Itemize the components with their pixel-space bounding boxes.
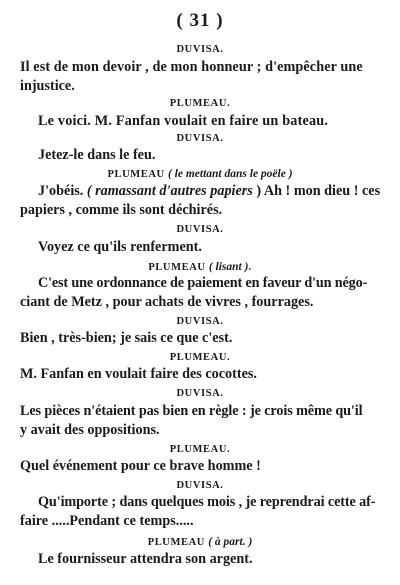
speaker-name: PLUMEAU. <box>169 352 231 363</box>
speaker-punctuation: . <box>248 262 252 273</box>
speaker-with-direction <box>0 168 400 180</box>
dialogue-line: injustice. <box>20 78 75 94</box>
speaker-name: DUVISA. <box>176 44 224 55</box>
dialogue-line: C'est une ordonnance de paiement en faveur d'un négo- <box>38 275 368 291</box>
speaker-with-direction <box>0 536 400 548</box>
speaker-name: PLUMEAU <box>147 537 205 548</box>
dialogue-text: J'obéis. <box>38 183 87 199</box>
dialogue-line: ciant de Metz , pour achats de vivres , fourrages. <box>20 294 314 310</box>
dialogue-line: Il est de mon devoir , de mon honneur ; d'empêcher une <box>20 59 363 75</box>
speaker-name: DUVISA. <box>176 388 224 399</box>
dialogue-text: ) Ah ! mon dieu ! ces <box>252 183 381 199</box>
dialogue-line: Le voici. M. Fanfan voulait en faire un bateau. <box>38 113 329 129</box>
speaker-name: DUVISA. <box>176 224 224 235</box>
dialogue-line: M. Fanfan en voulait faire des cocottes. <box>20 366 257 382</box>
stage-direction: ( le mettant dans le poële ) <box>167 168 293 180</box>
stage-direction: ( à part. ) <box>208 536 253 548</box>
dialogue-line: Qu'importe ; dans quelques mois , je reprendrai cette af- <box>38 494 376 510</box>
speaker-name: DUVISA. <box>176 316 224 327</box>
dialogue-line: Voyez ce qu'ils renferment. <box>38 239 202 255</box>
speaker-name: DUVISA. <box>176 133 224 144</box>
speaker-name: PLUMEAU. <box>169 98 231 109</box>
stage-direction: ( ramassant d'autres papiers <box>86 183 253 199</box>
speaker-name: PLUMEAU <box>148 262 206 273</box>
dialogue-line: Les pièces n'étaient pas bien en règle : je crois même qu'il <box>20 403 363 419</box>
speaker-name: PLUMEAU. <box>169 444 231 455</box>
dialogue-line <box>38 184 380 198</box>
dialogue-line: Quel événement pour ce brave homme ! <box>20 458 261 474</box>
speaker-name: DUVISA. <box>176 480 224 491</box>
speaker-with-direction <box>0 261 400 273</box>
page-number: ( 31 ) <box>176 10 224 31</box>
dialogue-line: Jetez-le dans le feu. <box>38 147 156 163</box>
dialogue-line: y avait des oppositions. <box>20 422 160 438</box>
speaker-name: PLUMEAU <box>107 169 165 180</box>
stage-direction: ( lisant ) <box>208 261 249 273</box>
dialogue-line: faire .....Pendant ce temps..... <box>20 513 194 529</box>
dialogue-line: papiers , comme ils sont déchirés. <box>20 202 223 218</box>
dialogue-line: Le fournisseur attendra son argent. <box>38 551 253 567</box>
dialogue-line: Bien , très-bien; je sais ce que c'est. <box>20 330 233 346</box>
